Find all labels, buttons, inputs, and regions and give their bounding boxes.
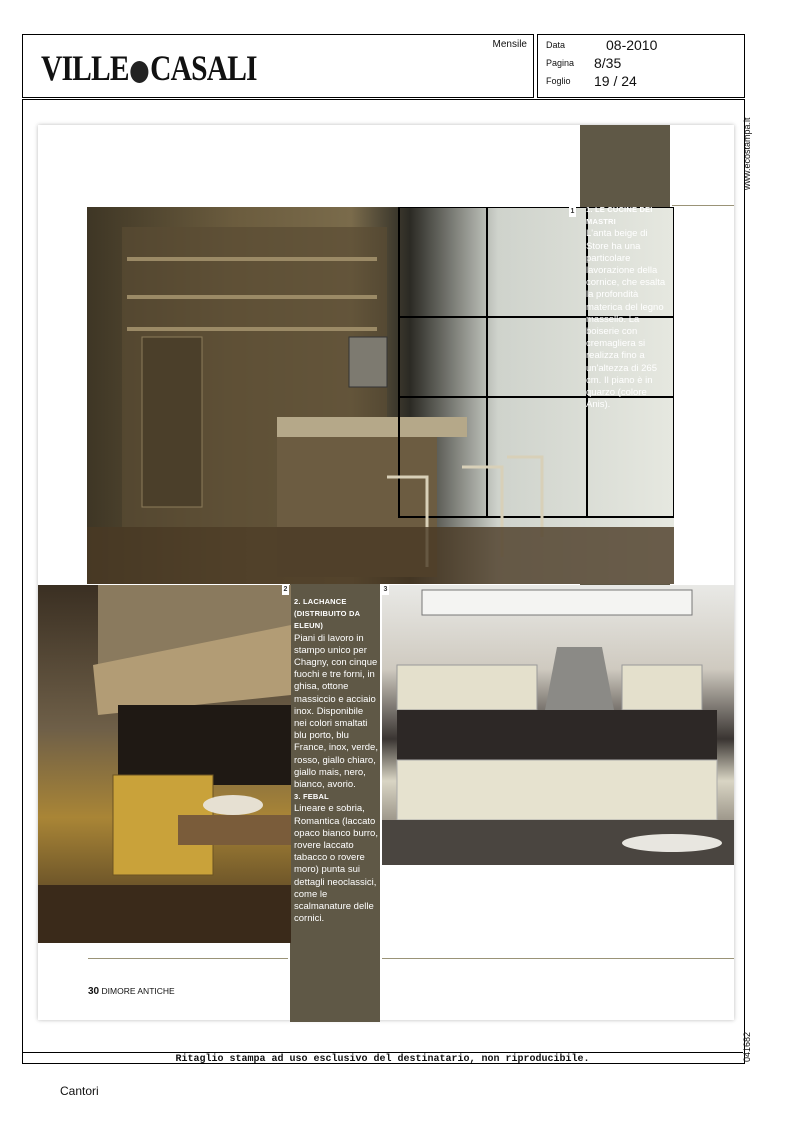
photo-number: 2 (283, 586, 288, 593)
photo-number: 1 (570, 208, 575, 215)
photo-number: 3 (383, 586, 388, 593)
kitchen-photo-2 (38, 585, 291, 943)
clipping-info (537, 34, 745, 98)
caption-2-heading: 2. LACHANCE (DISTRIBUITO DA ELEUN) (294, 597, 360, 631)
periodicity: Mensile (492, 39, 527, 50)
date-value: 08-2010 (606, 37, 658, 53)
kitchen-photo-3 (382, 585, 734, 865)
caption-1-text: L'anta beige di Store ha una particolare lavorazione della cornice, che esalta la profondità materica del legno massello. La boiserie con cremagliera si realizza fino a un'altezza di 265 cm. Il piano è in quarzo (colore Anis). (586, 228, 666, 411)
caption-3-text: Lineare e sobria, Romantica (laccato opaco bianco burro, rovere laccato tabacco o rovere moro) punta sui dettagli neoclassici, come le scalmanature delle cornici. (294, 803, 378, 925)
date-row: Data 08-2010 (546, 37, 658, 53)
section-name: DIMORE ANTICHE (101, 986, 175, 996)
caption-1 (586, 204, 668, 411)
caption-3-heading: 3. FEBAL (294, 792, 329, 802)
kitchen-photo-2-image (38, 585, 291, 943)
divider-rule (88, 958, 288, 959)
client-name: Cantori (60, 1084, 99, 1098)
logo-emblem-icon (130, 61, 148, 83)
page-footer (88, 986, 175, 997)
sheet-value: 19 / 24 (594, 73, 637, 89)
kitchen-photo-3-image (382, 585, 734, 865)
caption-2 (294, 596, 378, 925)
page-row: Pagina 8/35 (546, 55, 622, 71)
page-value: 8/35 (594, 55, 622, 71)
divider-rule (672, 205, 734, 206)
caption-1-heading: 1. LE CUCINE DEI MASTRI (586, 205, 653, 227)
page-number: 30 (88, 986, 100, 997)
caption-2-text: Piani di lavoro in stampo unico per Chagny, con cinque fuochi e tre forni, in ghisa, ottone massiccio e acciaio inox. Disponibile nei colori smaltati blu porto, blu France, inox, verde, rosso, giallo chiaro, giallo mais, nero, bianco, avorio. (294, 632, 378, 791)
publication-logo: VILLE CASALI (41, 48, 257, 88)
publication-header (22, 34, 534, 98)
side-url: www.ecostampa.it (742, 117, 752, 190)
divider-rule (382, 958, 734, 959)
sheet-row: Foglio 19 / 24 (546, 73, 637, 89)
side-code: 041682 (742, 1031, 752, 1062)
disclaimer: Ritaglio stampa ad uso esclusivo del destinatario, non riproducibile. (22, 1052, 743, 1065)
